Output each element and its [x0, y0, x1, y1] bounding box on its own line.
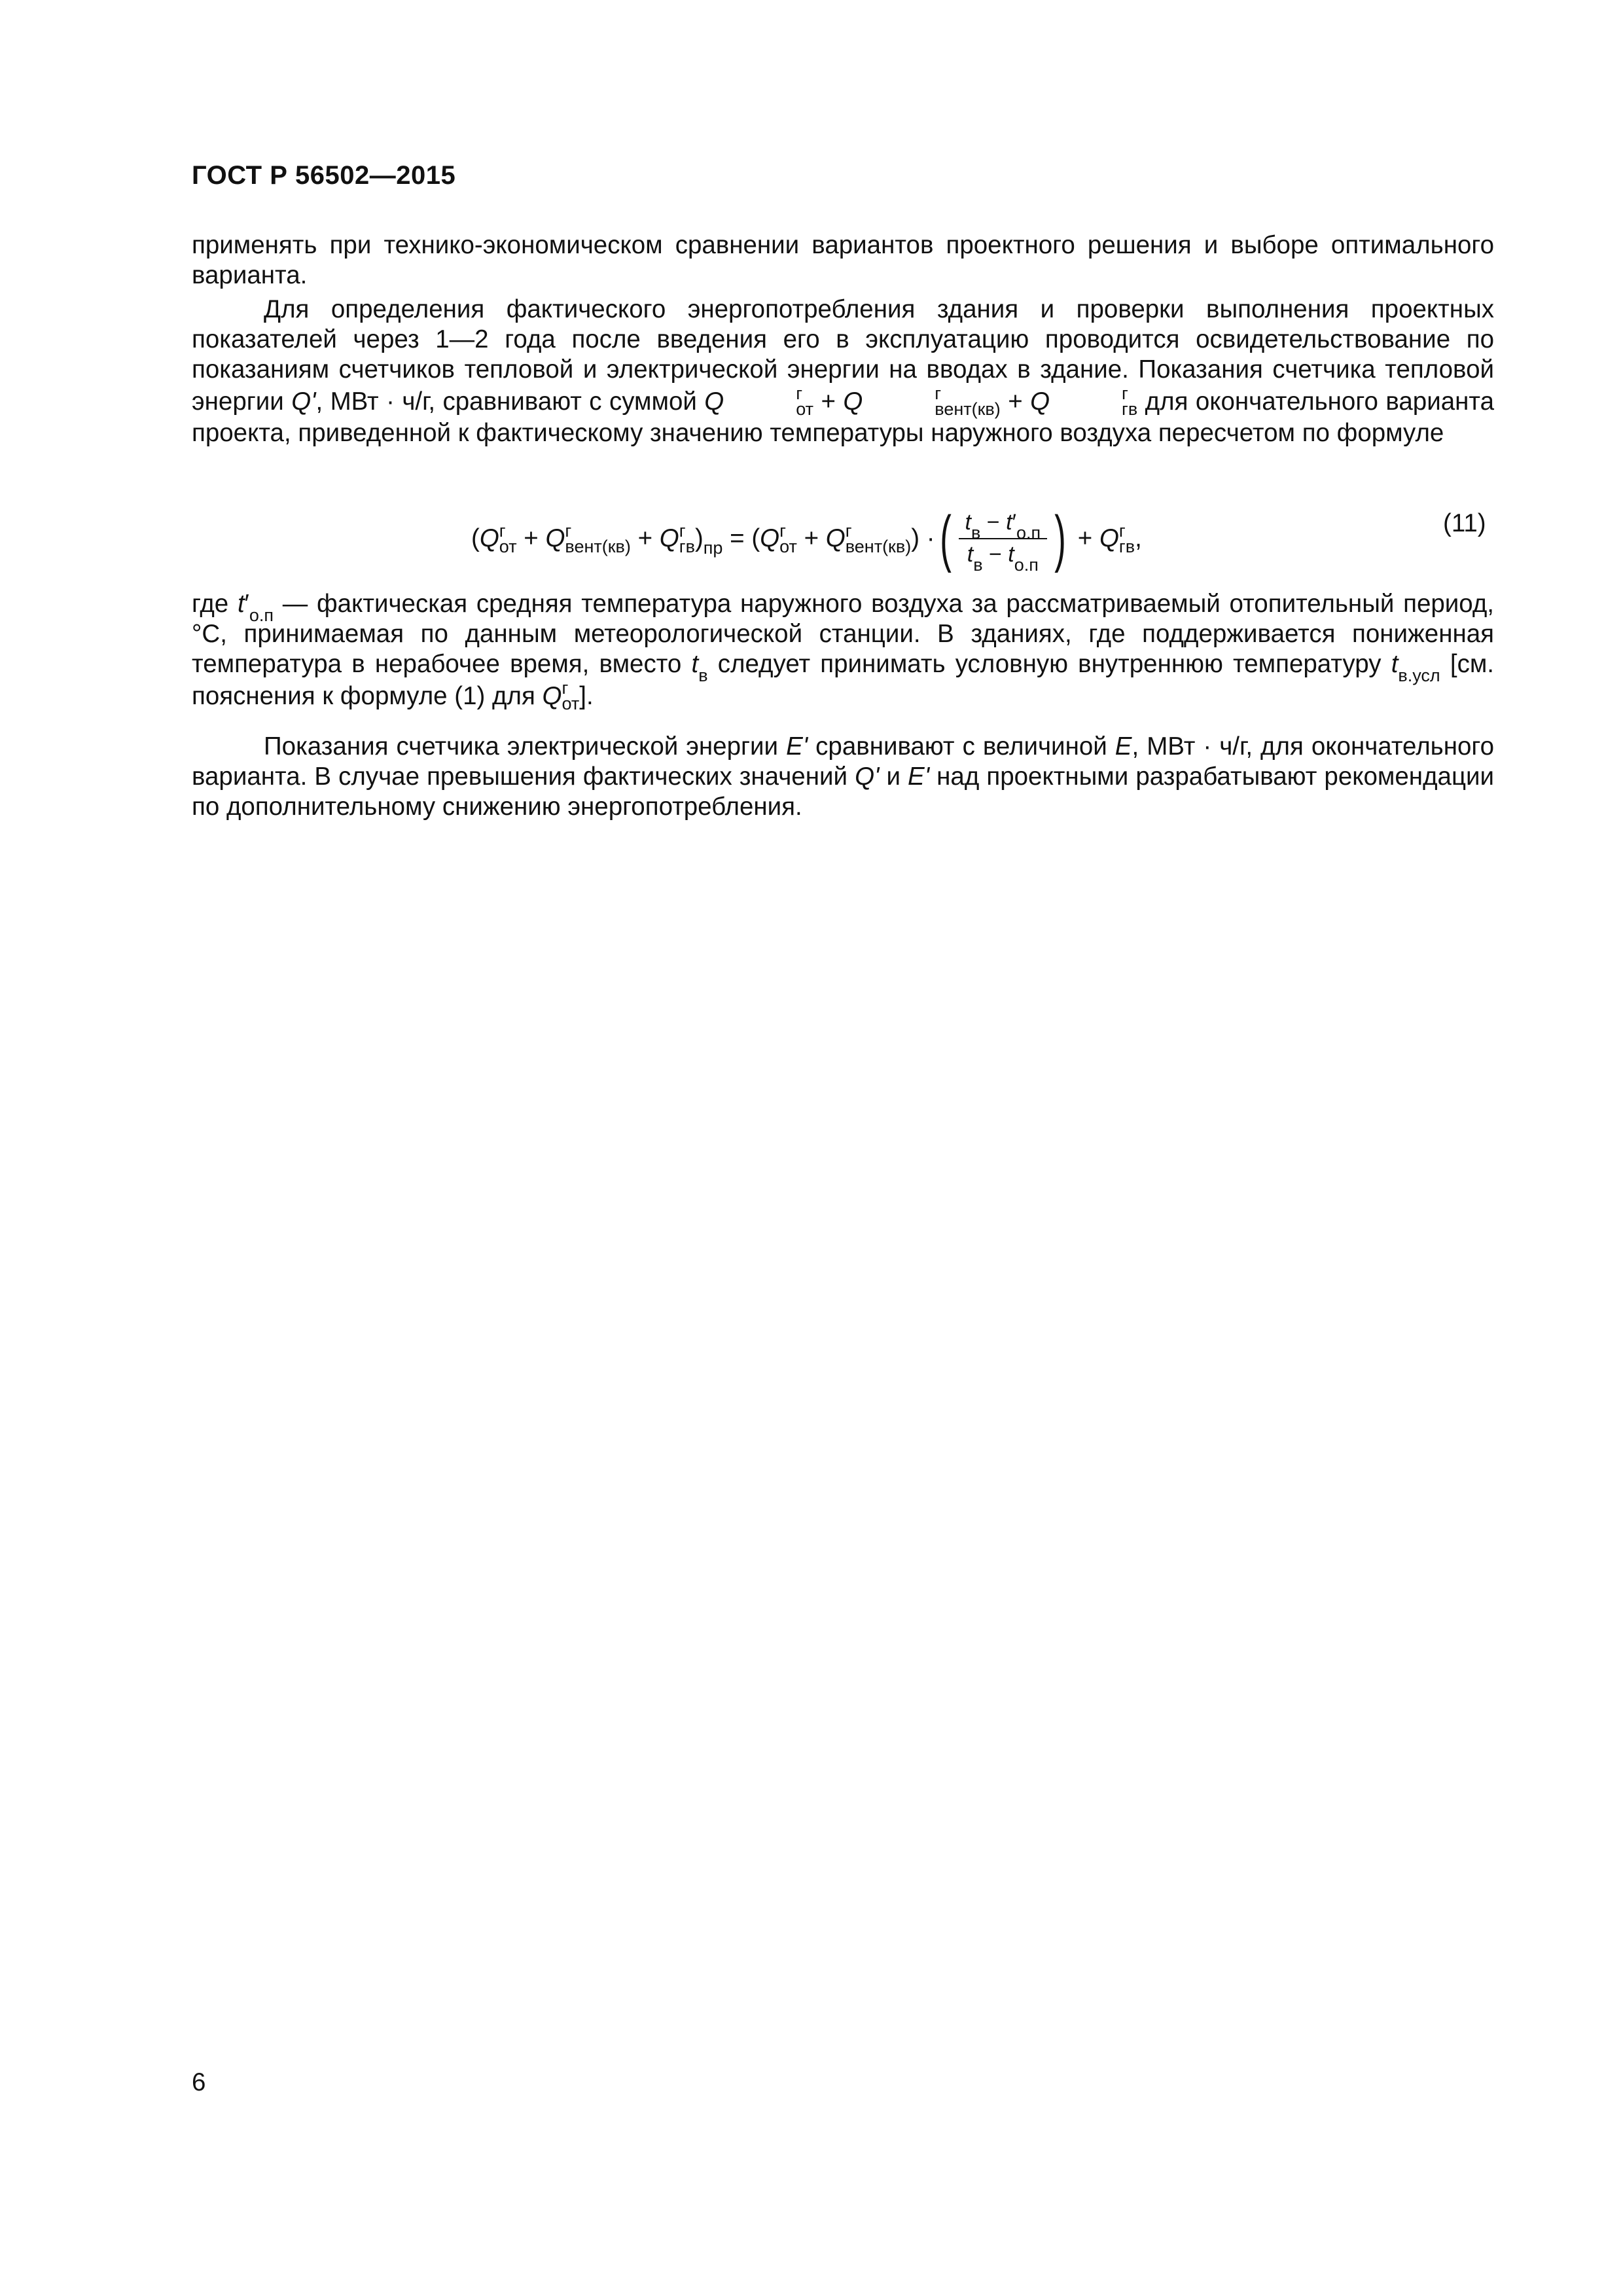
supsub-g-ot — [779, 522, 797, 556]
sub-gv: гв — [679, 536, 695, 556]
supsub-g-vent — [863, 385, 1000, 418]
q-symbol: Q — [479, 524, 499, 552]
multiply-dot: · — [926, 524, 935, 552]
paren: ) — [694, 524, 704, 552]
big-paren-right: ) — [1054, 503, 1066, 573]
e-prime-symbol: E' — [908, 762, 930, 791]
sup-g: г — [679, 520, 686, 541]
sup-g: г — [796, 384, 803, 403]
sup-g: г — [1118, 520, 1126, 541]
e-prime-symbol: E' — [786, 732, 808, 761]
t-symbol: t — [965, 510, 971, 535]
paragraph-3 — [192, 589, 1494, 713]
paren: ( — [471, 524, 480, 552]
p3-text-2: — фактическая средняя температура наружного воздуха за рассматриваемый отопительный период, °С, принимаемая по данным метеорологической станции. В зданиях, где поддерживается пониженная температура в нерабочее время, вместо — [192, 590, 1495, 678]
supsub-g-vent — [846, 522, 911, 556]
minus-sign: − — [988, 542, 1002, 567]
p3-text-3: следует принимать условную внутреннюю температуру — [707, 650, 1391, 678]
minus-sign: − — [986, 510, 1000, 535]
paragraph-4-body — [192, 732, 1494, 822]
t-symbol: t — [1391, 650, 1399, 678]
sup-g: г — [499, 520, 506, 541]
sub-vusl: в.усл — [1398, 666, 1440, 685]
supsub-g-gv — [679, 522, 695, 556]
q-prime-symbol: Q' — [855, 762, 880, 791]
sub-op: о.п — [1016, 523, 1041, 543]
paragraph-1 — [192, 230, 1494, 291]
p4-text-3: , МВт · ч/г, для окончательного варианта. В случае превышения фактических значений — [192, 732, 1494, 791]
p3-text-4: [см. пояснения к формуле (1) для — [192, 650, 1494, 710]
sub-op: о.п — [1014, 555, 1039, 575]
q-symbol: Q — [542, 682, 562, 710]
sub-vent: вент(кв) — [935, 399, 1001, 419]
p4-text-2: сравнивают с величиной — [808, 732, 1115, 761]
sub-ot: от — [499, 536, 517, 556]
supsub-g-gv — [1119, 522, 1135, 556]
sub-ot: от — [796, 399, 814, 419]
sub-gv: гв — [1118, 536, 1135, 556]
t-symbol: t — [967, 542, 974, 567]
t-symbol: t — [691, 650, 699, 678]
q-symbol: Q — [825, 524, 846, 552]
sub-op: о.п — [249, 605, 274, 625]
paragraph-1-text: применять при технико-экономическом сравнении вариантов проектного решения и выборе оптимального варианта. — [192, 231, 1494, 289]
supsub-g-ot — [562, 679, 579, 713]
prime-mark: ′ — [244, 590, 249, 618]
paragraph-2-body — [192, 295, 1494, 448]
p2-text-1: Для определения фактического энергопотребления здания и проверки выполнения проектных показателей через 1—2 года после введения его в эксплуатацию проводится освидетельствование по показаниям счетчиков тепловой и электрической энергии на вводах в здание. Показания счетчика тепловой энергии — [192, 295, 1494, 416]
t-symbol: t — [237, 590, 245, 618]
p4-text-4: и — [879, 762, 908, 791]
fraction-numerator — [959, 510, 1048, 543]
q-symbol: Q — [659, 524, 679, 552]
formula-number: (11) — [1443, 509, 1486, 537]
p4-text-5: над проектными разрабатывают рекомендации по дополнительному снижению энергопотребления. — [192, 762, 1495, 821]
q-symbol: Q — [1099, 524, 1119, 552]
q-symbol: Q — [1030, 387, 1050, 416]
paren: ( — [751, 524, 760, 552]
p3-text-5: ]. — [579, 682, 594, 710]
q-symbol: Q — [545, 524, 565, 552]
q-symbol: Q — [704, 387, 724, 416]
plus-sign: + — [821, 387, 836, 416]
prime-mark: ′ — [1012, 510, 1016, 535]
sup-g: г — [562, 678, 569, 698]
sup-g: г — [565, 520, 572, 541]
sup-g: г — [1122, 384, 1128, 403]
supsub-g-ot — [724, 385, 813, 418]
sub-v: в — [973, 555, 983, 575]
plus-sign: + — [637, 524, 653, 552]
sub-vent: вент(кв) — [565, 536, 631, 556]
plus-sign: + — [804, 524, 819, 552]
sub-v: в — [971, 523, 981, 543]
sub-ot: от — [779, 536, 797, 556]
plus-sign: + — [524, 524, 539, 552]
supsub-g-ot — [499, 522, 517, 556]
formula-11: ( Q г от + Q г вент(кв) + Q г гв ) $_{пр}$ = ( Q г от + Q г вент(кв) ) · ( $\frac{t_в - t'_{о.п}}{t_в - t_{о.п}}$ ) + Q г гв , — [471, 503, 1142, 575]
supsub-g-vent — [565, 522, 630, 556]
sub-vent: вент(кв) — [845, 536, 912, 556]
sub-ot: от — [562, 694, 580, 713]
fraction-denominator — [961, 539, 1045, 575]
temperature-fraction — [959, 510, 1048, 575]
p4-text-1: Показания счетчика электрической энергии — [264, 732, 787, 761]
document-header: ГОСТ Р 56502—2015 — [192, 161, 456, 190]
plus-sign: + — [1008, 387, 1023, 416]
comma: , — [1135, 524, 1142, 552]
e-symbol: E — [1115, 732, 1132, 761]
sub-v: в — [698, 666, 708, 685]
p3-text-1: где — [192, 590, 238, 618]
supsub-g-gv — [1050, 385, 1137, 418]
sup-g: г — [845, 520, 852, 541]
p2-text-2: , МВт · ч/г, сравнивают с суммой — [315, 387, 705, 416]
t-symbol: t — [1006, 510, 1012, 535]
sub-gv: гв — [1122, 399, 1138, 419]
q-prime-symbol: Q' — [291, 387, 316, 416]
sup-g: г — [779, 520, 786, 541]
paragraph-4 — [192, 732, 1494, 822]
big-paren-left: ( — [939, 503, 952, 573]
sup-g: г — [935, 384, 942, 403]
p2-text-3: для окончательного варианта проекта, приведенной к фактическому значению температуры наружного воздуха пересчетом по формуле — [192, 387, 1494, 447]
paragraph-2 — [192, 295, 1494, 448]
q-symbol: Q — [843, 387, 863, 416]
q-symbol: Q — [760, 524, 780, 552]
t-symbol: t — [1008, 542, 1014, 567]
page-number: 6 — [192, 2068, 206, 2096]
paren: ) — [911, 524, 920, 552]
plus-sign: + — [1077, 524, 1093, 552]
equals-sign: = — [730, 524, 745, 552]
